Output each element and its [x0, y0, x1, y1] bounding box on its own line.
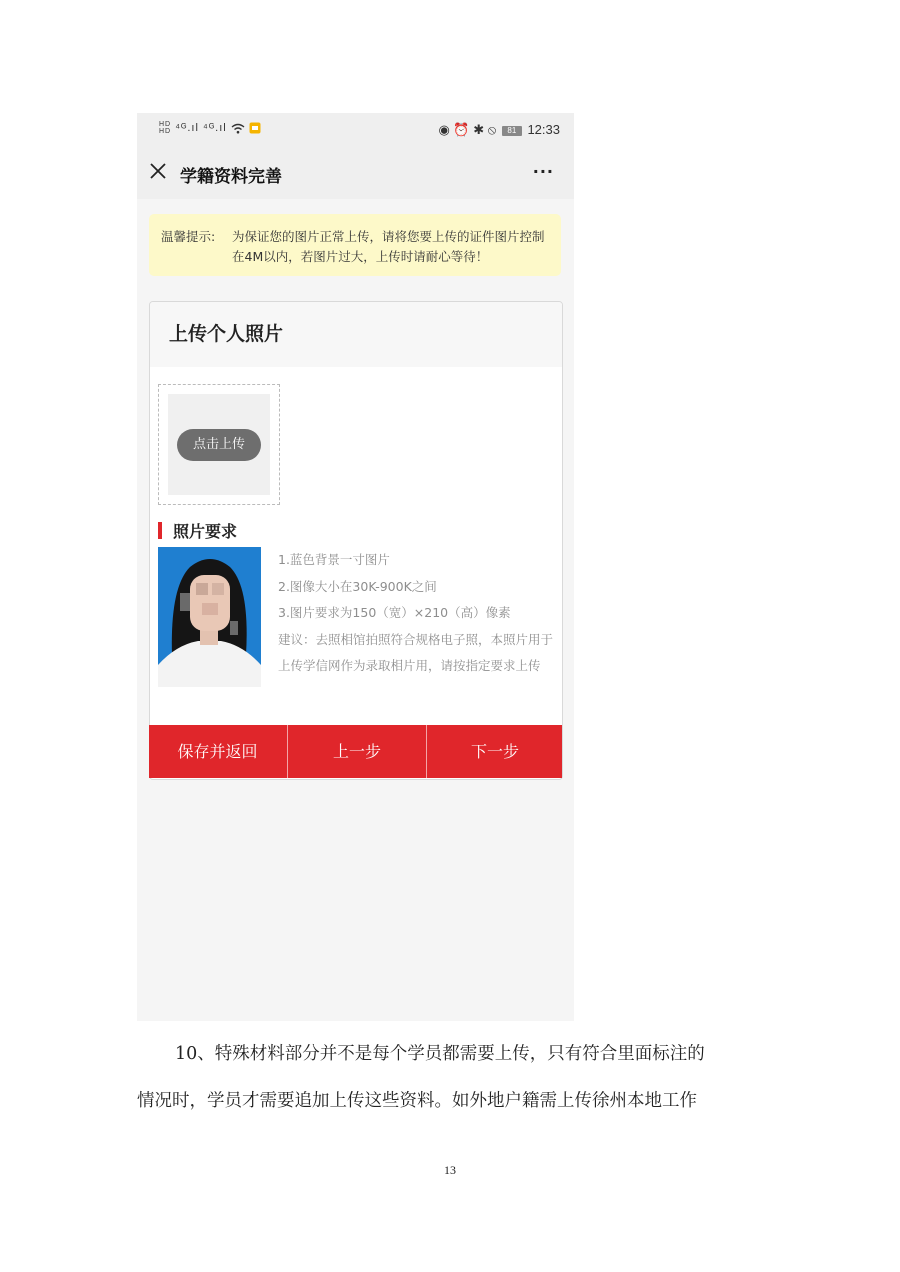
action-buttons: [149, 725, 562, 778]
save-return-button[interactable]: 保存并返回: [177, 742, 258, 761]
paragraph-line-2: 情况时，学员才需要追加上传这些资料。如外地户籍需上传徐州本地工作: [137, 1091, 697, 1111]
page-number: 13: [444, 1163, 456, 1177]
suggestion-text: 建议：去照相馆拍照符合规格电子照，本照片用于上传学信网作为录取相片用，请按指定要求上传: [278, 631, 554, 673]
battery-icon: 81: [502, 126, 522, 136]
more-options-icon[interactable]: ···: [532, 162, 554, 181]
hd-icon: HD HD: [159, 121, 172, 135]
system-icons: ◉ ⏰ ✱ ⦸: [438, 122, 497, 137]
tip-banner: [149, 214, 561, 276]
upload-placeholder: [168, 394, 270, 495]
page-title: 学籍资料完善: [180, 167, 282, 187]
requirements-list: [278, 547, 558, 680]
photo-upload-area[interactable]: [158, 384, 280, 505]
requirement-item: 3.图片要求为150（宽）×210（高）像素: [278, 605, 511, 620]
card-title: 上传个人照片: [169, 323, 284, 345]
app-notification-icon: [249, 122, 261, 134]
upload-button[interactable]: 点击上传: [177, 429, 261, 461]
close-icon[interactable]: [149, 162, 167, 180]
nav-bar: [137, 149, 574, 199]
upload-photo-card: [149, 301, 563, 780]
tip-text: 为保证您的图片正常上传，请将您要上传的证件图片控制在4M以内，若图片过大，上传时请耐心等待！: [232, 229, 545, 264]
requirement-item: 2.图像大小在30K-900K之间: [278, 578, 437, 594]
tip-label: 温馨提示:: [161, 229, 216, 244]
requirement-item: 1.蓝色背景一寸图片: [278, 552, 390, 567]
status-left-icons: [159, 121, 261, 135]
signal-icon: ⁴ᴳ.ıl ⁴ᴳ.ıl: [175, 121, 227, 134]
status-bar: [137, 113, 574, 149]
wifi-icon: [231, 123, 245, 134]
status-right-icons: [438, 122, 560, 138]
sample-photo: [158, 547, 261, 687]
phone-screenshot: [137, 113, 574, 1021]
next-step-button[interactable]: 下一步: [426, 725, 563, 778]
paragraph-line-1: 10、特殊材料部分并不是每个学员都需要上传，只有符合里面标注的: [175, 1044, 705, 1064]
clock: 12:33: [527, 122, 560, 137]
card-header: [150, 302, 562, 367]
section-marker: [158, 522, 162, 539]
requirements-title: 照片要求: [173, 522, 238, 541]
prev-step-button[interactable]: 上一步: [287, 725, 426, 778]
